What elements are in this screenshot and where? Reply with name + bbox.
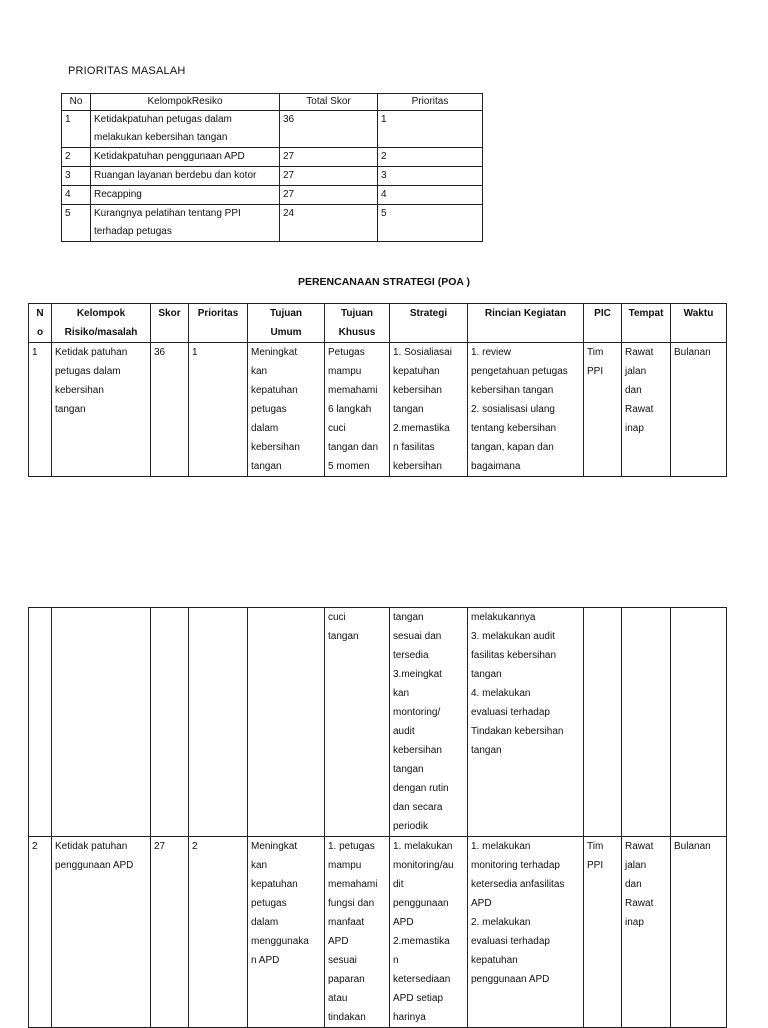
table-cell: [584, 608, 622, 837]
table-row: [62, 186, 483, 205]
table-cell: 1: [62, 111, 91, 148]
table-cell: 4: [378, 186, 483, 205]
table-cell: 2: [29, 837, 52, 1028]
table-row: [62, 148, 483, 167]
table-cell: Tim PPI: [584, 837, 622, 1028]
table-cell: 3: [378, 167, 483, 186]
header-prioritas: Prioritas: [189, 304, 248, 343]
table-cell: Meningkat kan kepatuhan petugas dalam kebersihan tangan: [248, 343, 325, 477]
header-skor: Skor: [151, 304, 189, 343]
table-header-row: [62, 94, 483, 111]
table-cell: melakukannya 3. melakukan audit fasilitas kebersihan tangan 4. melakukan evaluasi terhadap Tindakan kebersihan tangan: [468, 608, 584, 837]
header-rincian-kegiatan: Rincian Kegiatan: [468, 304, 584, 343]
table-cell: 27: [151, 837, 189, 1028]
table-cell: Bulanan: [671, 343, 727, 477]
table-cell: [189, 608, 248, 837]
table-cell: Ketidakpatuhan penggunaan APD: [91, 148, 280, 167]
prioritas-title: PRIORITAS MASALAH: [68, 65, 186, 77]
table-cell: 1: [29, 343, 52, 477]
table-cell: Rawat jalan dan Rawat inap: [622, 343, 671, 477]
table-header-row: [29, 304, 727, 343]
header-total-skor: Total Skor: [280, 94, 378, 111]
table-cell: 1: [189, 343, 248, 477]
prioritas-table: [61, 93, 483, 242]
header-no: N o: [29, 304, 52, 343]
table-cell: 1. Sosialiasai kepatuhan kebersihan tangan 2.memastika n fasilitas kebersihan: [390, 343, 468, 477]
table-cell: Tim PPI: [584, 343, 622, 477]
table-cell: Bulanan: [671, 837, 727, 1028]
table-row: [62, 111, 483, 148]
table-row: [29, 343, 727, 477]
header-tujuan-umum: Tujuan Umum: [248, 304, 325, 343]
table-cell: 1. petugas mampu memahami fungsi dan manfaat APD sesuai paparan atau tindakan: [325, 837, 390, 1028]
header-pic: PIC: [584, 304, 622, 343]
table-cell: 5: [62, 205, 91, 242]
table-row: [62, 167, 483, 186]
table-cell: [52, 608, 151, 837]
table-cell: 1. melakukan monitoring terhadap ketersedia anfasilitas APD 2. melakukan evaluasi terhadap kepatuhan penggunaan APD: [468, 837, 584, 1028]
table-cell: 1. melakukan monitoring/au dit penggunaan APD 2.memastika n ketersediaan APD setiap harinya: [390, 837, 468, 1028]
header-kelompok-resiko: KelompokResiko: [91, 94, 280, 111]
header-tempat: Tempat: [622, 304, 671, 343]
table-cell: Kurangnya pelatihan tentang PPI terhadap petugas: [91, 205, 280, 242]
strategi-title: PERENCANAAN STRATEGI (POA ): [297, 276, 471, 288]
header-tujuan-khusus: Tujuan Khusus: [325, 304, 390, 343]
poa-table-continued: [28, 607, 727, 1028]
table-cell: [248, 608, 325, 837]
table-cell: 27: [280, 186, 378, 205]
table-cell: tangan sesuai dan tersedia 3.meingkat kan montoring/ audit kebersihan tangan dengan rutin dan secara periodik: [390, 608, 468, 837]
table-cell: 1. review pengetahuan petugas kebersihan tangan 2. sosialisasi ulang tentang kebersihan tangan, kapan dan bagaimana: [468, 343, 584, 477]
header-prioritas: Prioritas: [378, 94, 483, 111]
table-cell: [622, 608, 671, 837]
table-cell: 3: [62, 167, 91, 186]
table-cell: 1: [378, 111, 483, 148]
table-cell: Rawat jalan dan Rawat inap: [622, 837, 671, 1028]
table-cell: Ruangan layanan berdebu dan kotor: [91, 167, 280, 186]
table-row: [62, 205, 483, 242]
table-cell: cuci tangan: [325, 608, 390, 837]
table-row: [29, 837, 727, 1028]
header-strategi: Strategi: [390, 304, 468, 343]
table-cell: 27: [280, 148, 378, 167]
poa-table: [28, 303, 727, 477]
header-waktu: Waktu: [671, 304, 727, 343]
table-cell: Petugas mampu memahami 6 langkah cuci tangan dan 5 momen: [325, 343, 390, 477]
table-cell: 4: [62, 186, 91, 205]
table-cell: 2: [62, 148, 91, 167]
table-cell: [151, 608, 189, 837]
table-cell: Ketidak patuhan petugas dalam kebersihan tangan: [52, 343, 151, 477]
table-cell: Recapping: [91, 186, 280, 205]
table-cell: [29, 608, 52, 837]
header-no: No: [62, 94, 91, 111]
table-row: [29, 608, 727, 837]
table-cell: 24: [280, 205, 378, 242]
table-cell: [671, 608, 727, 837]
table-cell: Ketidak patuhan penggunaan APD: [52, 837, 151, 1028]
table-cell: Ketidakpatuhan petugas dalam melakukan kebersihan tangan: [91, 111, 280, 148]
table-cell: 27: [280, 167, 378, 186]
table-cell: 2: [189, 837, 248, 1028]
table-cell: 36: [151, 343, 189, 477]
table-cell: Meningkat kan kepatuhan petugas dalam menggunaka n APD: [248, 837, 325, 1028]
table-cell: 5: [378, 205, 483, 242]
table-cell: 36: [280, 111, 378, 148]
table-cell: 2: [378, 148, 483, 167]
header-kelompok-risiko: Kelompok Risiko/masalah: [52, 304, 151, 343]
